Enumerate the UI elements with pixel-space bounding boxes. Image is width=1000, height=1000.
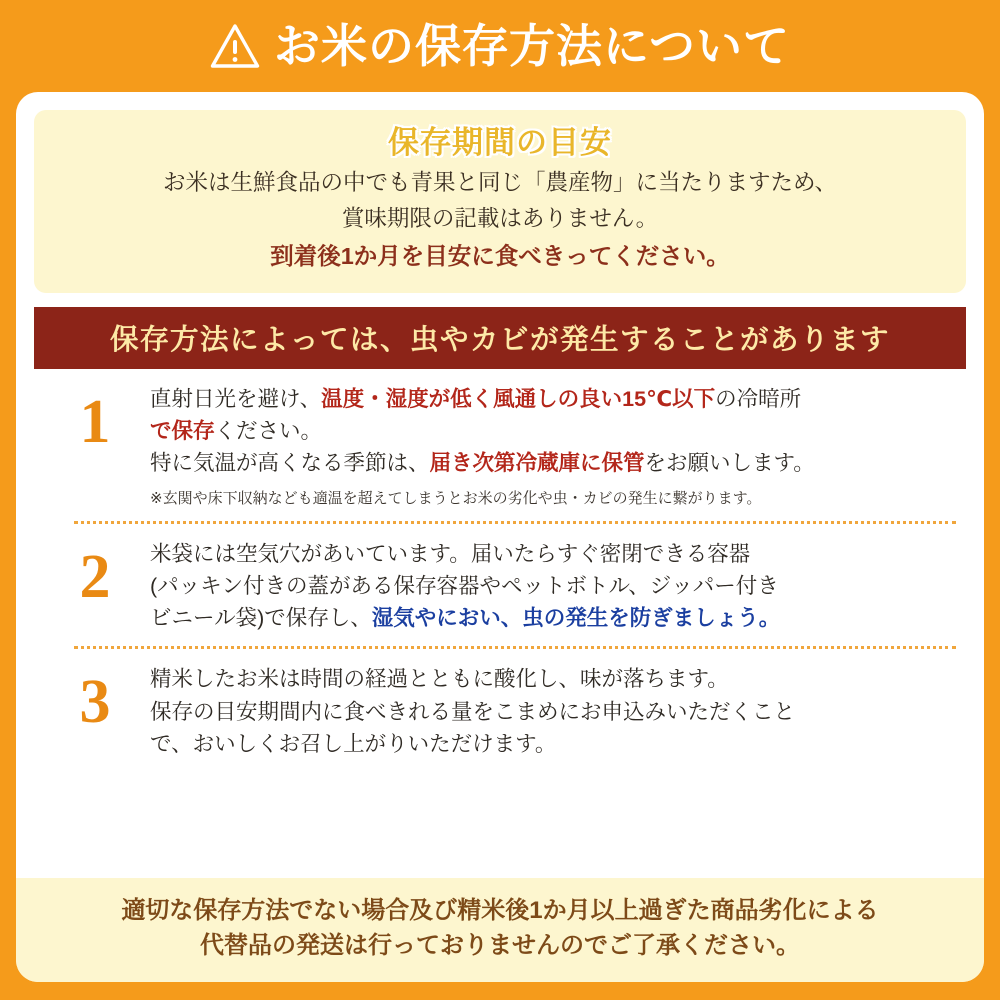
item-3-line-2: 保存の目安期間内に食べきれる量をこまめにお申込みいただくこと bbox=[150, 699, 796, 724]
item-1-text-e: をお願いします。 bbox=[644, 451, 815, 476]
item-2-line-1: 米袋には空気穴があいています。届いたらすぐ密閉できる容器 bbox=[150, 541, 751, 566]
item-1-emphasis-fridge: 届き次第冷蔵庫に保管 bbox=[429, 451, 645, 476]
warning-triangle-icon bbox=[210, 23, 260, 69]
footer-notice-line-2: 代替品の発送は行っておりませんのでご了承ください。 bbox=[200, 932, 800, 960]
item-number: 3 bbox=[79, 668, 111, 737]
item-2-line-3 bbox=[150, 602, 956, 634]
item-1-emphasis-store: で保存 bbox=[150, 419, 215, 444]
item-body bbox=[150, 383, 960, 509]
instruction-list bbox=[34, 369, 966, 879]
item-3-line-1: 精米したお米は時間の経過とともに酸化し、味が落ちます。 bbox=[150, 667, 729, 692]
storage-period-box bbox=[34, 110, 966, 293]
storage-period-line-2: 賞味期限の記載はありません。 bbox=[341, 205, 659, 231]
content-card bbox=[16, 92, 984, 982]
storage-period-emphasis: 到着後1か月を目安に食べきってください。 bbox=[270, 243, 730, 270]
item-1-line-3 bbox=[150, 447, 956, 479]
item-number: 1 bbox=[79, 387, 111, 456]
item-1-text-d: 特に気温が高くなる季節は、 bbox=[150, 451, 430, 476]
item-body bbox=[150, 538, 960, 635]
item-number: 2 bbox=[79, 542, 111, 611]
item-1-line-2 bbox=[150, 415, 956, 447]
list-item bbox=[40, 524, 960, 645]
item-1-line-1 bbox=[150, 383, 956, 415]
item-1-note: ※玄関や床下収納なども適温を超えてしまうとお米の劣化や虫・カビの発生に繋がります。 bbox=[150, 489, 762, 507]
item-1-text-c: ください。 bbox=[214, 419, 323, 444]
page-title: お米の保存方法について bbox=[273, 20, 791, 72]
item-1-emphasis-temp: 温度・湿度が低く風通しの良い15℃以下 bbox=[321, 386, 716, 411]
storage-period-title: 保存期間の目安 bbox=[388, 125, 612, 160]
item-2-text-a: ビニール袋)で保存し、 bbox=[150, 606, 372, 631]
warning-band-text: 保存方法によっては、虫やカビが発生することがあります bbox=[109, 324, 890, 357]
item-1-text-b: の冷暗所 bbox=[715, 386, 802, 411]
footer-notice-line-1: 適切な保存方法でない場合及び精米後1か月以上過ぎた商品劣化による bbox=[121, 897, 879, 925]
list-item bbox=[40, 369, 960, 519]
list-item bbox=[40, 649, 960, 770]
page-header bbox=[0, 0, 1000, 92]
item-1-text-a: 直射日光を避け、 bbox=[150, 386, 322, 411]
storage-period-line-1: お米は生鮮食品の中でも青果と同じ「農産物」に当たりますため、 bbox=[162, 169, 838, 195]
item-3-line-3: で、おいしくお召し上がりいただけます。 bbox=[150, 731, 557, 756]
footer-notice bbox=[16, 878, 984, 982]
item-2-emphasis: 湿気やにおい、虫の発生を防ぎましょう。 bbox=[371, 606, 781, 631]
item-body bbox=[150, 663, 960, 760]
item-2-line-2: (パッキン付きの蓋がある保存容器やペットボトル、ジッパー付き bbox=[150, 573, 779, 598]
warning-band bbox=[34, 307, 966, 369]
